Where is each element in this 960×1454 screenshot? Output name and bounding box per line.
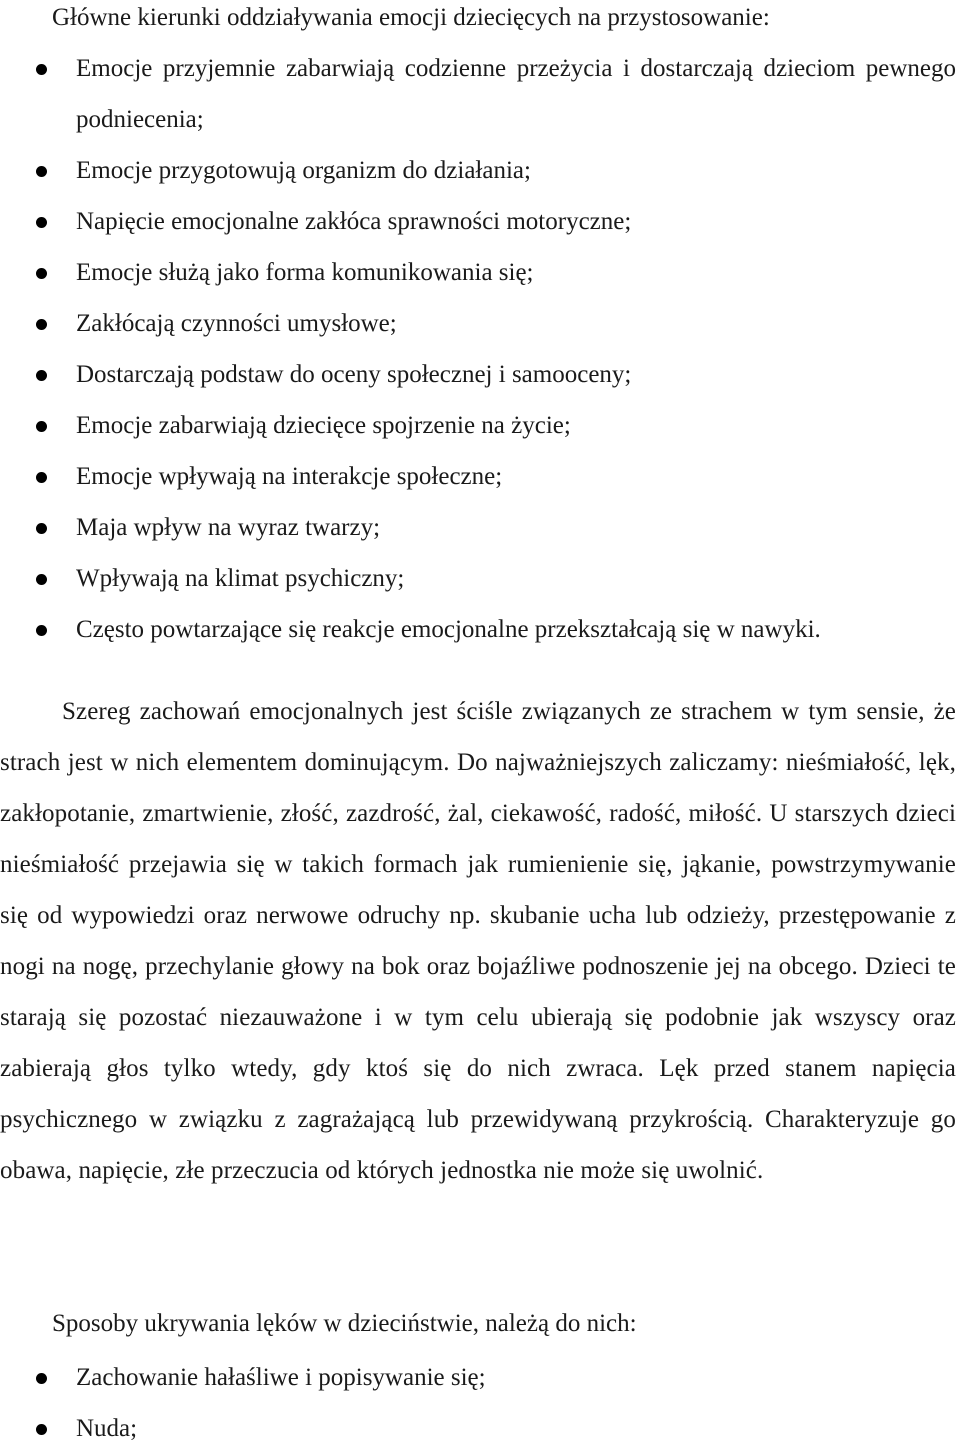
list-item [0,400,960,451]
effects-list [0,43,960,655]
list-item [0,1352,960,1403]
list-item-text: Napięcie emocjonalne zakłóca sprawności motoryczne; [76,208,632,235]
bullet-icon [36,268,47,279]
list-item-text: Emocje przygotowują organizm do działania; [76,157,531,184]
list-item-text: Zakłócają czynności umysłowe; [76,310,397,337]
list-item-text: Zachowanie hałaśliwe i popisywanie się; [76,1364,486,1391]
coping-list [0,1352,960,1454]
bullet-icon [36,574,47,585]
list-item-text: Wpływają na klimat psychiczny; [76,565,405,592]
list-item [0,196,960,247]
list-item-text: Emocje służą jako forma komunikowania się; [76,259,534,286]
list-item-text: Dostarczają podstaw do oceny społecznej i samooceny; [76,361,632,388]
bullet-icon [36,472,47,483]
list-item [0,349,960,400]
body-paragraph: Szereg zachowań emocjonalnych jest ściśle związanych ze strachem w tym sensie, że strach jest w nich elementem dominującym. Do najważniejszych zaliczamy: nieśmiałość, lęk, zakłopotanie, zmartwienie, złość, zazdrość, żal, ciekawość, radość, miłość. U starszych dzieci nieśmiałość przejawia się w takich formach jak rumienienie się, jąkanie, powstrzymywanie się od wypowiedzi oraz nerwowe odruchy np. skubanie ucha lub odzieży, przestępowanie z nogi na nogę, przechylanie głowy na bok oraz bojaźliwe podnoszenie jej na obcego. Dzieci te starają się pozostać niezauważone i w tym celu ubierają się podobnie jak wszyscy oraz zabierają głos tylko wtedy, gdy ktoś się do nich zwraca. Lęk przed stanem napięcia psychicznego w związku z zagrażającą lub przewidywaną przykrością. Charakteryzuje go obawa, napięcie, złe przeczucia od których jednostka nie może się uwolnić. [0,698,956,1184]
bullet-icon [36,1424,47,1435]
bullet-icon [36,523,47,534]
bullet-icon [36,217,47,228]
bullet-icon [36,319,47,330]
list-item-text: Emocje wpływają na interakcje społeczne; [76,463,503,490]
list-item [0,604,960,655]
list-item-text: Emocje zabarwiają dziecięce spojrzenie na życie; [76,412,571,439]
list-item-text: Maja wpływ na wyraz twarzy; [76,514,381,541]
bullet-icon [36,64,47,75]
list-item [0,145,960,196]
list-item [0,553,960,604]
list-item [0,451,960,502]
bullet-icon [36,370,47,381]
sub-heading: Sposoby ukrywania lęków w dzieciństwie, należą do nich: [52,1310,637,1337]
list-item [0,43,956,145]
section-heading: Główne kierunki oddziaływania emocji dziecięcych na przystosowanie: [52,4,770,31]
list-item [0,1403,960,1454]
list-item-text: Emocje przyjemnie zabarwiają codzienne przeżycia i dostarczają dzieciom pewnego podniecenia; [76,55,956,133]
bullet-icon [36,1373,47,1384]
list-item-text: Nuda; [76,1415,138,1442]
bullet-icon [36,421,47,432]
list-item [0,298,960,349]
bullet-icon [36,625,47,636]
list-item [0,502,960,553]
bullet-icon [36,166,47,177]
list-item [0,247,960,298]
list-item-text: Często powtarzające się reakcje emocjonalne przekształcają się w nawyki. [76,616,821,643]
